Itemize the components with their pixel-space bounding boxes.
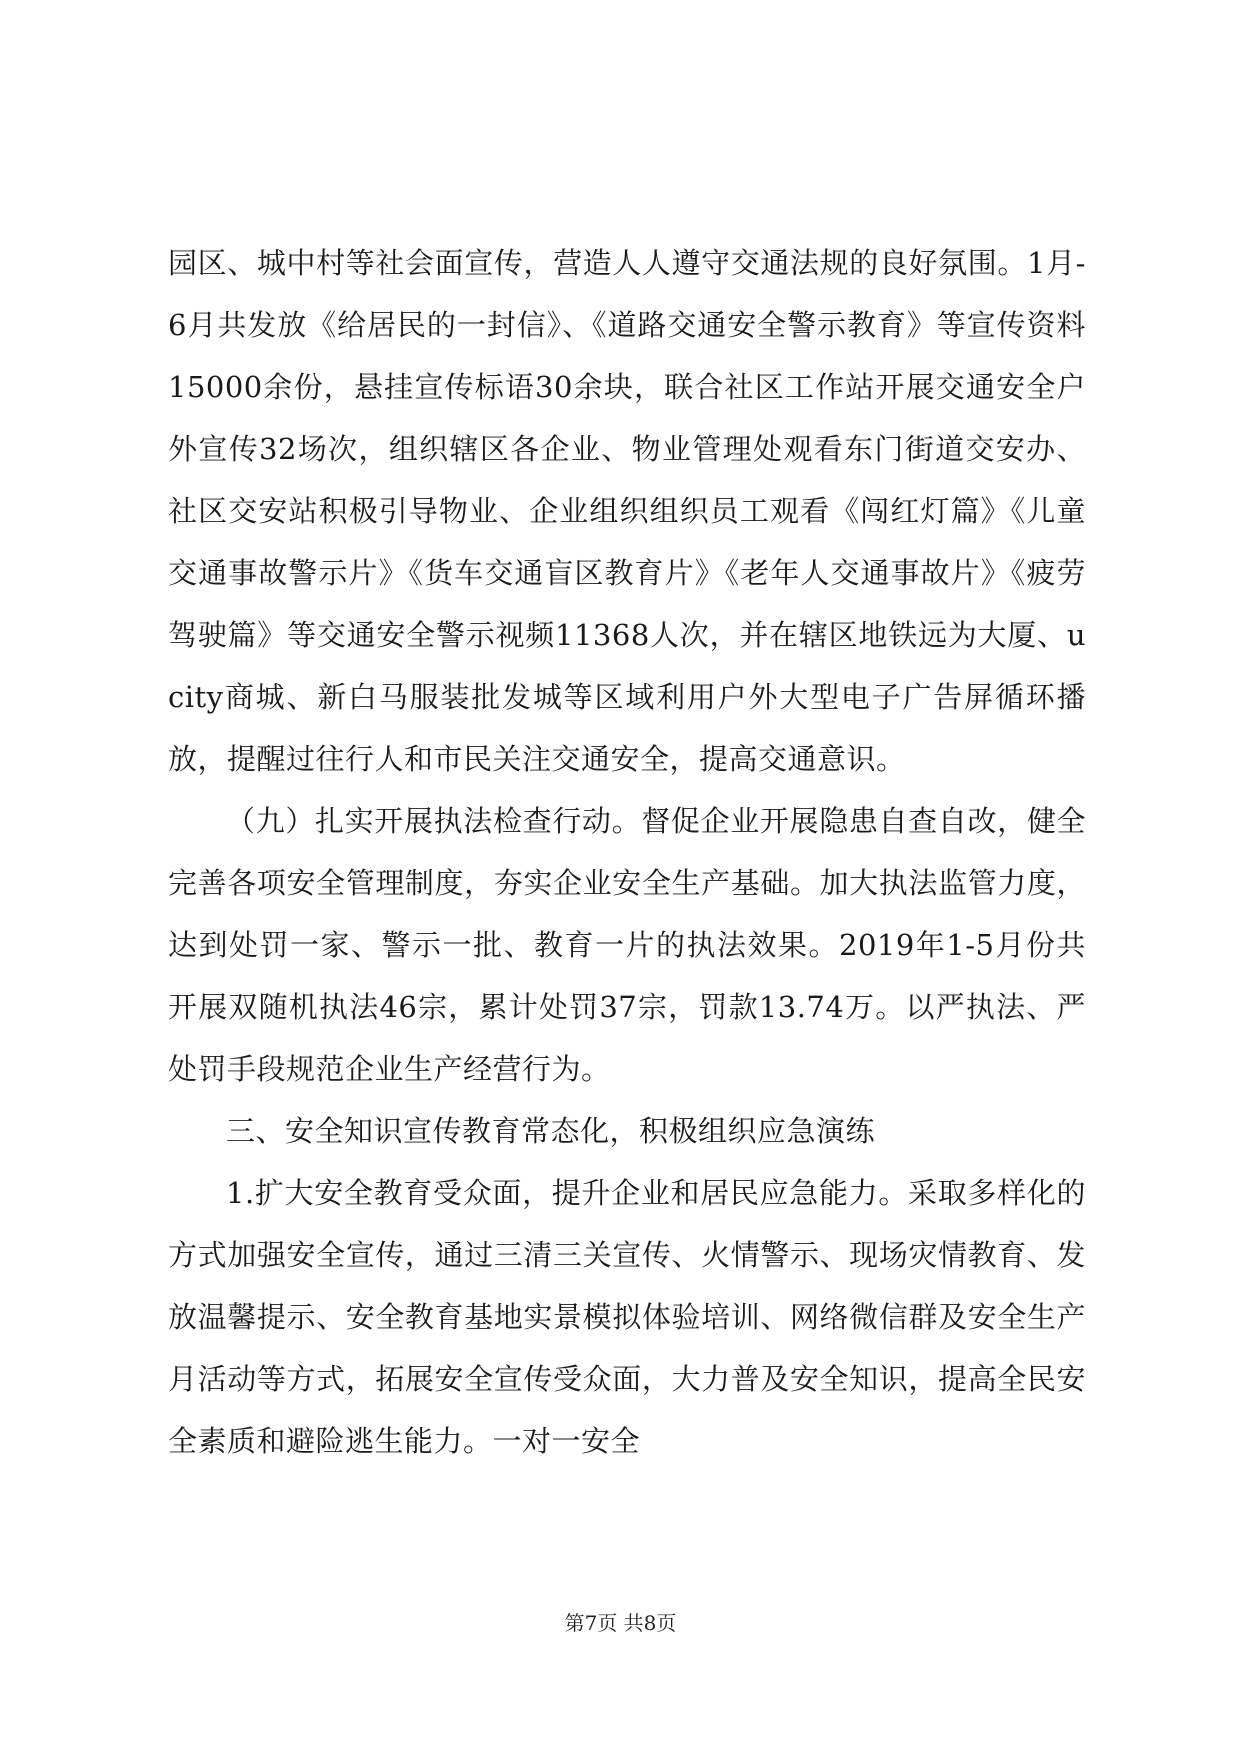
page-number-footer: 第7页 共8页 [564,1611,677,1635]
document-body [168,232,1086,1472]
paragraph-traffic-publicity: 园区、城中村等社会面宣传，营造人人遵守交通法规的良好氛围。1月-6月共发放《给居民的一封信》、《道路交通安全警示教育》等宣传资料15000余份，悬挂宣传标语30余块，联合社区工作站开展交通安全户外宣传32场次，组织辖区各企业、物业管理处观看东门街道交安办、社区交安站积极引导物业、企业组织组织员工观看《闯红灯篇》《儿童交通事故警示片》《货车交通盲区教育片》《老年人交通事故片》《疲劳驾驶篇》等交通安全警示视频11368人次，并在辖区地铁远为大厦、ucity商城、新白马服装批发城等区域利用户外大型电子广告屏循环播放，提醒过往行人和市民关注交通安全，提高交通意识。 [168,246,1086,776]
paragraph-law-enforcement: （九）扎实开展执法检查行动。督促企业开展隐患自查自改，健全完善各项安全管理制度，夯实企业安全生产基础。加大执法监管力度，达到处罚一家、警示一批、教育一片的执法效果。2019年1-5月份共开展双随机执法46宗，累计处罚37宗，罚款13.74万。以严执法、严处罚手段规范企业生产经营行为。 [168,804,1086,1086]
section-heading-safety-education: 三、安全知识宣传教育常态化，积极组织应急演练 [226,1114,876,1148]
paragraph-expand-safety-education: 1.扩大安全教育受众面，提升企业和居民应急能力。采取多样化的方式加强安全宣传，通过三清三关宣传、火情警示、现场灾情教育、发放温馨提示、安全教育基地实景模拟体验培训、网络微信群及安全生产月活动等方式，拓展安全宣传受众面，大力普及安全知识，提高全民安全素质和避险逃生能力。一对一安全 [168,1176,1086,1458]
